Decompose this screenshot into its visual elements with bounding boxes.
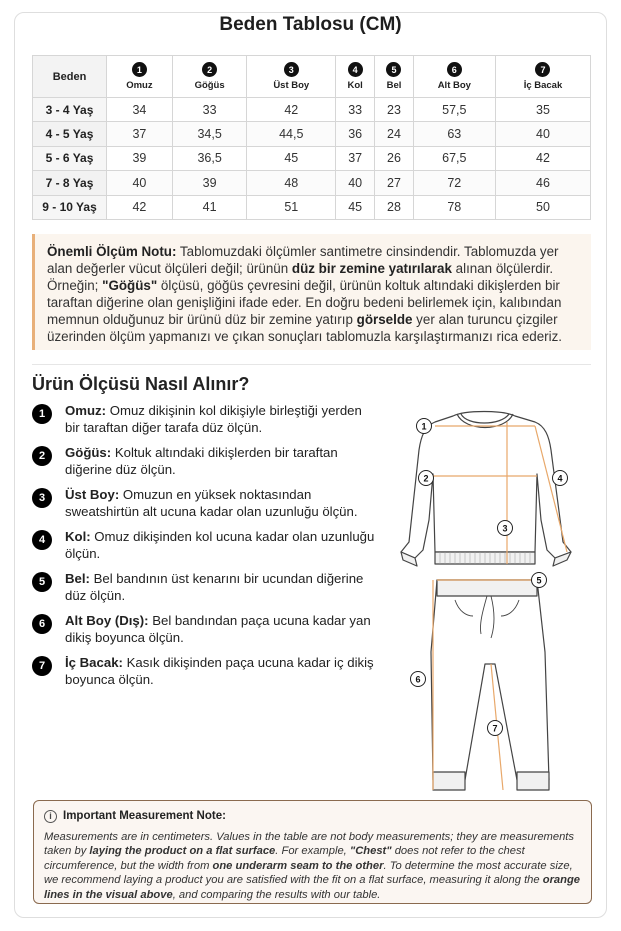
step-text: Kasık dikişinden paça ucuna kadar iç dikiş boyunca ölçün. [65, 655, 374, 687]
table-cell: 50 [495, 195, 590, 219]
size-cell: 9 - 10 Yaş [33, 195, 107, 219]
note-bold: düz bir zemine yatırılarak [291, 261, 452, 276]
column-header-gogus [172, 56, 247, 98]
table-row [33, 195, 591, 219]
table-cell: 37 [336, 146, 375, 170]
column-header-alt-boy [413, 56, 495, 98]
note-en-bold: orange lines in the visual above [44, 874, 581, 901]
step-term: Üst Boy: [65, 487, 120, 502]
section-title: Ürün Ölçüsü Nasıl Alınır? [32, 374, 250, 394]
number-badge: 5 [386, 62, 401, 77]
marker-5-label: 5 [536, 575, 542, 586]
marker-6-label: 6 [415, 674, 421, 685]
note-en-bold: "Chest" [349, 845, 392, 858]
step-text: Bel bandının üst kenarını bir ucundan diğerine düz ölçün. [65, 571, 364, 603]
note-en-text: . To determine the most accurate size, we recommend laying a product you are satisfied with the fit on a flat surface, measuring it along the [44, 859, 573, 887]
table-cell: 39 [107, 146, 173, 170]
table-cell: 26 [375, 146, 413, 170]
table-cell: 33 [336, 98, 375, 122]
marker-4-label: 4 [557, 473, 563, 484]
table-cell: 36,5 [172, 146, 247, 170]
table-cell: 45 [336, 195, 375, 219]
garment-illustration [395, 402, 595, 802]
step-number-badge: 6 [32, 614, 52, 634]
table-cell: 46 [495, 171, 590, 195]
note-text: ölçüsü, göğüs çevresini değil, ürünün koltuk altındaki dikişlerden bir taraftan diğerine olan genişliğini ifade eder. En doğru bedeni belirlemek için, kalıbından memnun olduğunuz bir ürünü düz bir zemine yatırıp [47, 278, 562, 327]
number-badge: 4 [348, 62, 363, 77]
size-cell: 3 - 4 Yaş [33, 98, 107, 122]
step-text: Omuz dikişinin kol dikişiyle birleştiği yerden bir taraftan diğer tarafa düz ölçün. [65, 403, 362, 435]
step-text: Omuz dikişinden kol ucuna kadar olan uzunluğu ölçün. [65, 529, 375, 561]
step-number-badge: 2 [32, 446, 52, 466]
number-badge: 2 [202, 62, 217, 77]
marker-1-label: 1 [421, 421, 427, 432]
note-bold: görselde [356, 312, 413, 327]
step-item [32, 654, 377, 688]
column-label: Üst Boy [273, 80, 310, 91]
table-cell: 23 [375, 98, 413, 122]
column-header-bel [375, 56, 413, 98]
number-badge: 6 [447, 62, 462, 77]
step-number-badge: 3 [32, 488, 52, 508]
column-header-kol [336, 56, 375, 98]
note-bold: "Göğüs" [102, 278, 158, 293]
marker-2-label: 2 [423, 473, 429, 484]
number-badge: 3 [284, 62, 299, 77]
note-text: yer alan turuncu çizgiler üzerinden ölçüm yapmanızı ve çıkan sonuçları tablomuzla karşılaştırmanızı rica ederiz. [47, 312, 563, 344]
column-label: Kol [347, 80, 363, 91]
column-header-ust-boy [247, 56, 336, 98]
table-cell: 42 [107, 195, 173, 219]
table-cell: 34,5 [172, 122, 247, 146]
pants-drawing [431, 580, 549, 790]
step-number-badge: 1 [32, 404, 52, 424]
table-cell: 39 [172, 171, 247, 195]
table-cell: 51 [247, 195, 336, 219]
table-cell: 36 [336, 122, 375, 146]
note-en-bold: one underarm seam to the other [212, 859, 384, 872]
table-header-row [33, 56, 591, 98]
column-label: Alt Boy [437, 80, 471, 91]
note-en-text: . For example, [275, 845, 350, 858]
table-cell: 72 [413, 171, 495, 195]
column-label: Göğüs [194, 80, 225, 91]
sweatshirt-drawing [401, 412, 571, 567]
table-cell: 33 [172, 98, 247, 122]
step-text: Koltuk altındaki dikişlerden bir taraftan diğerine düz ölçün. [65, 445, 338, 477]
marker-7-label: 7 [492, 723, 498, 734]
table-cell: 78 [413, 195, 495, 219]
column-label: Bel [386, 80, 402, 91]
note-en-header [44, 809, 581, 824]
table-row [33, 98, 591, 122]
size-table [32, 55, 591, 220]
note-en-text: , and comparing the results with our table. [172, 888, 381, 901]
table-row [33, 122, 591, 146]
table-cell: 45 [247, 146, 336, 170]
step-term: Alt Boy (Dış): [65, 613, 149, 628]
info-icon: i [44, 810, 57, 823]
column-header-omuz [107, 56, 173, 98]
measurement-note-tr [32, 234, 591, 350]
note-en-body [44, 830, 581, 903]
table-cell: 44,5 [247, 122, 336, 146]
note-en-text: Measurements are in centimeters. Values in the table are not body measurements; they are measurements taken by [44, 830, 575, 858]
step-item [32, 528, 377, 562]
column-label: İç Bacak [523, 80, 563, 91]
size-cell: 5 - 6 Yaş [33, 146, 107, 170]
table-cell: 67,5 [413, 146, 495, 170]
table-cell: 57,5 [413, 98, 495, 122]
table-cell: 37 [107, 122, 173, 146]
column-header-size: Beden [33, 56, 107, 98]
step-term: İç Bacak: [65, 655, 123, 670]
step-item [32, 486, 377, 520]
note-label: Önemli Ölçüm Notu: [47, 244, 177, 259]
note-text: alınan ölçülerdir. Örneğin; [47, 261, 554, 293]
step-text: Bel bandından paça ucuna kadar yan dikiş boyunca ölçün. [65, 613, 371, 645]
table-cell: 40 [107, 171, 173, 195]
table-row [33, 171, 591, 195]
number-badge: 7 [535, 62, 550, 77]
table-cell: 34 [107, 98, 173, 122]
step-text: Omuzun en yüksek noktasından sweatshirtün alt ucuna kadar olan uzunluğu ölçün. [65, 487, 358, 519]
note-text: Tablomuzdaki ölçümler santimetre cinsindendir. Tablomuzda yer alan değerler vücut ölçüleri değil; ürünün [47, 244, 559, 276]
table-cell: 40 [495, 122, 590, 146]
page-title: Beden Tablosu (CM) [219, 14, 402, 35]
table-cell: 41 [172, 195, 247, 219]
step-item [32, 612, 377, 646]
size-cell: 4 - 5 Yaş [33, 122, 107, 146]
step-item [32, 444, 377, 478]
column-header-ic-bacak [495, 56, 590, 98]
table-cell: 35 [495, 98, 590, 122]
table-cell: 28 [375, 195, 413, 219]
marker-3-label: 3 [502, 523, 508, 534]
divider [32, 364, 591, 365]
note-en-title: Important Measurement Note: [63, 810, 226, 822]
step-number-badge: 4 [32, 530, 52, 550]
table-cell: 42 [247, 98, 336, 122]
table-cell: 27 [375, 171, 413, 195]
table-cell: 24 [375, 122, 413, 146]
step-term: Göğüs: [65, 445, 112, 460]
table-cell: 40 [336, 171, 375, 195]
note-en-bold: laying the product on a flat surface [89, 845, 276, 858]
number-badge: 1 [132, 62, 147, 77]
step-number-badge: 7 [32, 656, 52, 676]
column-label: Omuz [126, 80, 153, 91]
step-item [32, 402, 377, 436]
step-number-badge: 5 [32, 572, 52, 592]
step-term: Kol: [65, 529, 91, 544]
table-cell: 48 [247, 171, 336, 195]
table-row [33, 146, 591, 170]
table-cell: 42 [495, 146, 590, 170]
measurement-note-en [33, 800, 592, 904]
table-cell: 63 [413, 122, 495, 146]
step-item [32, 570, 377, 604]
note-en-text: does not refer to the chest circumference, but the width from [44, 845, 525, 872]
size-cell: 7 - 8 Yaş [33, 171, 107, 195]
step-term: Omuz: [65, 403, 107, 418]
step-term: Bel: [65, 571, 90, 586]
